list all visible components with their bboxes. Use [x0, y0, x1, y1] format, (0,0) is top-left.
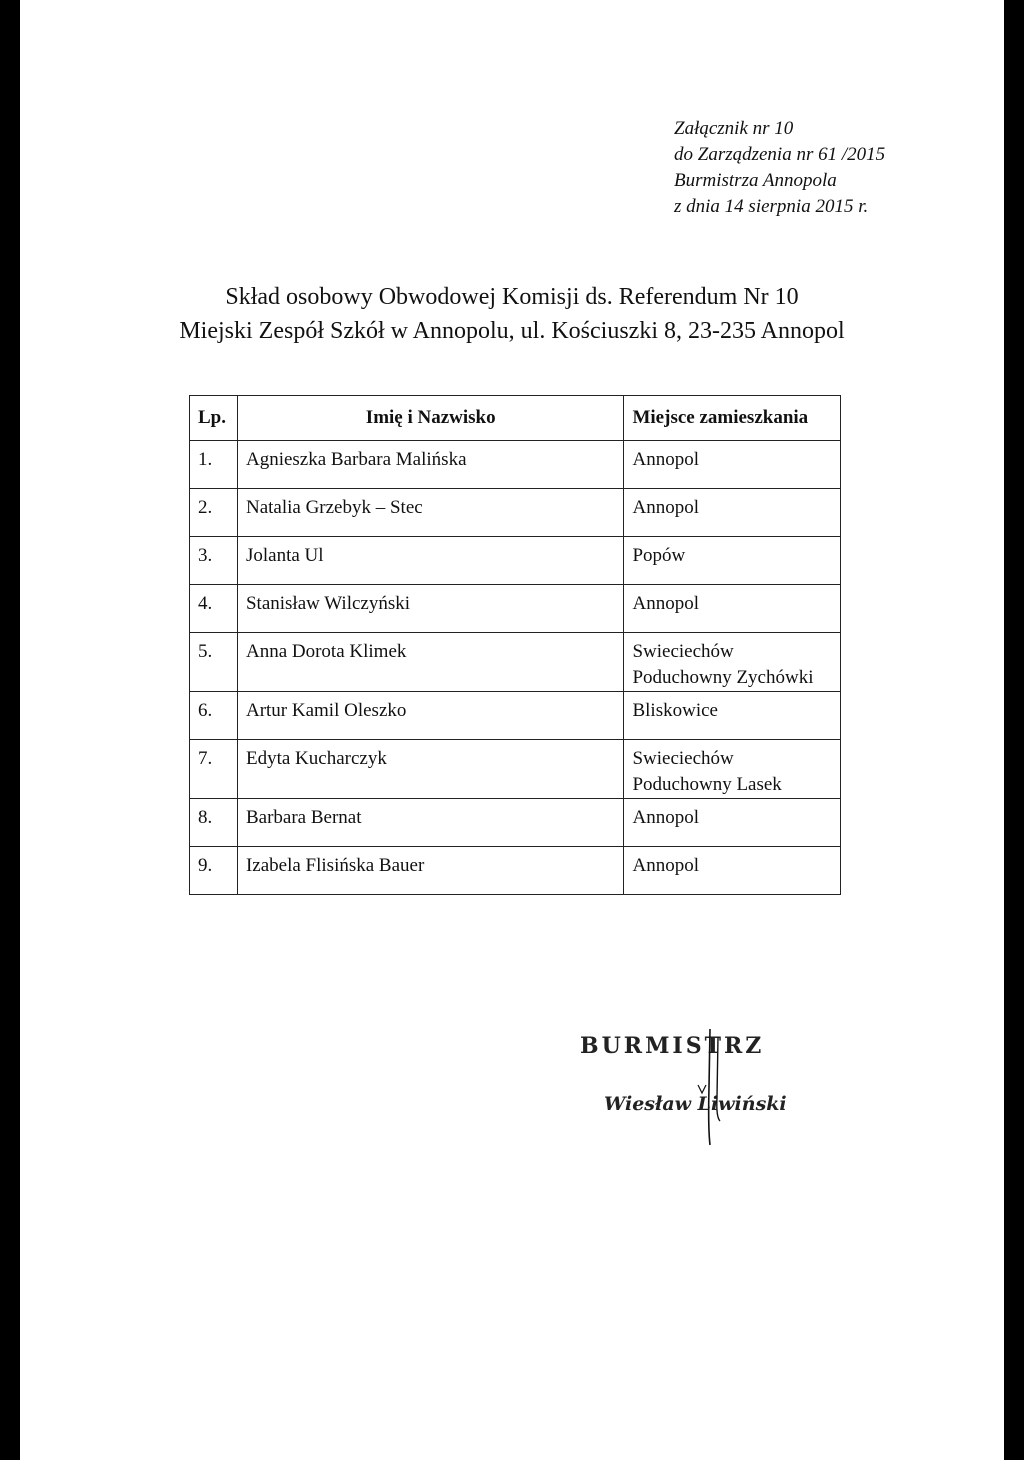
annex-line-3: Burmistrza Annopola	[674, 170, 837, 191]
row-lp: 5.	[190, 633, 238, 692]
members-table	[189, 395, 841, 895]
handwritten-signature	[696, 1027, 726, 1147]
row-lp: 7.	[190, 740, 238, 799]
document-page	[20, 0, 1004, 1460]
row-name: Stanisław Wilczyński	[237, 585, 624, 633]
row-place-line-2: Poduchowny Zychówki	[632, 667, 814, 688]
row-place	[624, 537, 841, 585]
row-place-line-1: Bliskowice	[632, 700, 718, 721]
row-lp: 9.	[190, 847, 238, 895]
annex-header	[674, 116, 885, 220]
document-title-line-1: Skład osobowy Obwodowej Komisji ds. Referendum Nr 10	[225, 284, 799, 310]
table-row	[190, 847, 841, 895]
header-place: Miejsce zamieszkania	[624, 396, 841, 441]
row-name: Izabela Flisińska Bauer	[237, 847, 624, 895]
stamp-name: Wiesław Liwiński	[604, 1093, 787, 1115]
annex-line-2: do Zarządzenia nr 61 /2015	[674, 144, 886, 165]
row-place	[624, 692, 841, 740]
row-lp: 8.	[190, 799, 238, 847]
table-row	[190, 537, 841, 585]
table-row	[190, 633, 841, 692]
header-name: Imię i Nazwisko	[237, 396, 624, 441]
row-place-line-1: Annopol	[632, 855, 699, 876]
row-name: Edyta Kucharczyk	[237, 740, 624, 799]
row-place	[624, 633, 841, 692]
annex-line-4: z dnia 14 sierpnia 2015 r.	[674, 196, 869, 217]
row-name: Barbara Bernat	[237, 799, 624, 847]
row-name: Artur Kamil Oleszko	[237, 692, 624, 740]
row-place-line-1: Swieciechów	[632, 641, 734, 662]
row-place-line-1: Annopol	[632, 449, 699, 470]
row-place-line-1: Popów	[632, 545, 686, 566]
row-place	[624, 585, 841, 633]
annex-line-1: Załącznik nr 10	[674, 118, 794, 139]
row-place	[624, 847, 841, 895]
table-row	[190, 585, 841, 633]
row-place	[624, 740, 841, 799]
row-lp: 3.	[190, 537, 238, 585]
row-name: Agnieszka Barbara Malińska	[237, 441, 624, 489]
row-place	[624, 489, 841, 537]
table-row	[190, 692, 841, 740]
row-place-line-1: Swieciechów	[632, 748, 734, 769]
row-lp: 2.	[190, 489, 238, 537]
table-header-row	[190, 396, 841, 441]
row-place-line-1: Annopol	[632, 593, 699, 614]
row-name: Jolanta Ul	[237, 537, 624, 585]
mayor-stamp	[580, 1025, 840, 1155]
row-lp: 4.	[190, 585, 238, 633]
row-lp: 1.	[190, 441, 238, 489]
table-row	[190, 441, 841, 489]
row-place	[624, 799, 841, 847]
row-place-line-1: Annopol	[632, 807, 699, 828]
table-row	[190, 740, 841, 799]
row-lp: 6.	[190, 692, 238, 740]
row-place-line-2: Poduchowny Lasek	[632, 774, 782, 795]
document-title-line-2: Miejski Zespół Szkół w Annopolu, ul. Kościuszki 8, 23-235 Annopol	[179, 318, 845, 344]
stamp-title: BURMISTRZ	[580, 1033, 765, 1059]
row-place-line-1: Annopol	[632, 497, 699, 518]
table-row	[190, 799, 841, 847]
row-place	[624, 441, 841, 489]
header-lp: Lp.	[190, 396, 238, 441]
row-name: Anna Dorota Klimek	[237, 633, 624, 692]
row-name: Natalia Grzebyk – Stec	[237, 489, 624, 537]
table-row	[190, 489, 841, 537]
